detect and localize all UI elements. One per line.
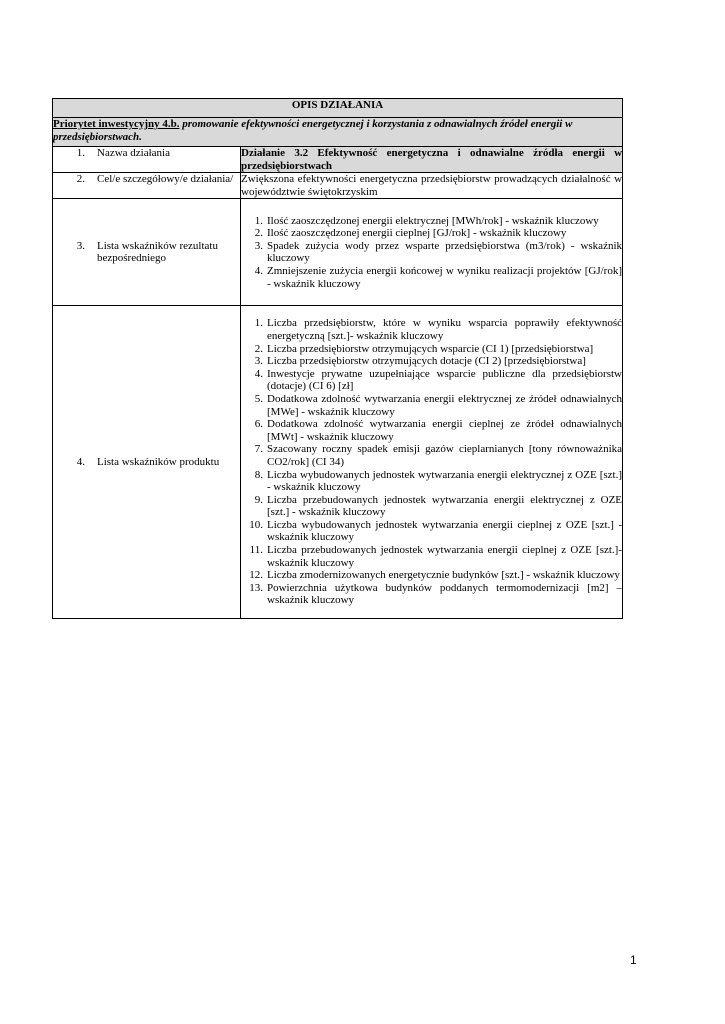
list-item: 1. Liczba przedsiębiorstw, które w wyniku wsparcia poprawiły efektywność energetyczną [szt.]- wskaźnik kluczowy: [254, 317, 623, 342]
row-label: Cel/e szczegółowy/e działania/: [97, 173, 234, 186]
action-description-table: [52, 98, 623, 619]
row-number: 3.: [76, 239, 85, 252]
table-row: [53, 199, 623, 306]
list-item: 9. Liczba przebudowanych jednostek wytwarzania energii elektrycznej z OZE [szt.] - wskaźnik kluczowy: [254, 493, 623, 519]
row-label: Lista wskaźników rezultatu bezpośredniego: [97, 239, 218, 265]
list-item: 11. Liczba przebudowanych jednostek wytwarzania energii cieplnej z OZE [szt.]- wskaźnik kluczowy: [249, 544, 623, 569]
result-indicator-list: [241, 215, 622, 291]
action-goal: Zwiększona efektywności energetyczna przedsiębiorstw prowadzących działalność w województwie świętokrzyskim: [241, 173, 623, 198]
priority-value: promowanie efektywności energetycznej i korzystania z odnawialnych źródeł energii w przedsiębiorstwach.: [53, 118, 573, 143]
list-item: 12. Liczba zmodernizowanych energetycznie budynków [szt.] - wskaźnik kluczowy: [249, 569, 620, 582]
row-number: 4.: [76, 455, 85, 468]
priority-key: Priorytet inwestycyjny 4.b.: [53, 118, 180, 130]
list-item: 2. Liczba przedsiębiorstw otrzymujących wsparcie (CI 1) [przedsiębiorstwa]: [254, 342, 594, 355]
row-value-cell: [241, 147, 623, 173]
row-label-cell: [53, 199, 241, 306]
row-label: Nazwa działania: [97, 147, 170, 159]
priority-row: [53, 118, 623, 147]
list-item: 10. Liczba wybudowanych jednostek wytwarzania energii cieplnej z OZE [szt.] - wskaźnik kluczowy: [249, 518, 623, 544]
list-item: 5. Dodatkowa zdolność wytwarzania energii elektrycznej ze źródeł odnawialnych [MWe] - wskaźnik kluczowy: [254, 392, 623, 418]
list-item: 8. Liczba wybudowanych jednostek wytwarzania energii elektrycznej z OZE [szt.] - wskaźnik kluczowy: [254, 468, 623, 494]
row-value-cell: [241, 306, 623, 619]
row-value-cell: [241, 199, 623, 306]
row-number: 1.: [76, 147, 85, 159]
list-item: 3. Liczba przedsiębiorstw otrzymujących dotacje (CI 2) [przedsiębiorstwa]: [254, 355, 586, 368]
table-title: OPIS DZIAŁANIA: [291, 99, 384, 111]
action-name: Działanie 3.2 Efektywność energetyczna i odnawialne źródła energii w przedsiębiorstwach: [241, 147, 623, 172]
page-number: 1: [630, 953, 637, 967]
table-header: [53, 99, 623, 118]
row-label-cell: [53, 306, 241, 619]
row-label: Lista wskaźników produktu: [97, 455, 220, 468]
table-row: [53, 306, 623, 619]
row-label-cell: [53, 173, 241, 199]
product-indicator-list: [241, 317, 622, 607]
list-item: 4. Inwestycje prywatne uzupełniające wsparcie publiczne dla przedsiębiorstw (dotacje) (CI 6) [zł]: [254, 367, 623, 393]
list-item: 6. Dodatkowa zdolność wytwarzania energii cieplnej ze źródeł odnawialnych [MWt] - wskaźnik kluczowy: [254, 418, 623, 443]
list-item: 2. Ilość zaoszczędzonej energii cieplnej [GJ/rok] - wskaźnik kluczowy: [254, 227, 567, 240]
list-item: 13. Powierzchnia użytkowa budynków poddanych termomodernizacji [m2] – wskaźnik kluczowy: [249, 581, 623, 607]
list-item: 1. Ilość zaoszczędzonej energii elektrycznej [MWh/rok] - wskaźnik kluczowy: [254, 214, 599, 227]
table-row: [53, 173, 623, 199]
row-label-cell: [53, 147, 241, 173]
table-row: [53, 147, 623, 173]
list-item: 7. Szacowany roczny spadek emisji gazów cieplarnianych [tony równoważnika CO2/rok] (CI 34): [254, 443, 623, 468]
list-item: 4. Zmniejszenie zużycia energii końcowej w wyniku realizacji projektów [GJ/rok] - wskaźnik kluczowy: [254, 264, 623, 290]
list-item: 3. Spadek zużycia wody przez wsparte przedsiębiorstwa (m3/rok) - wskaźnik kluczowy: [254, 239, 623, 265]
row-number: 2.: [76, 173, 85, 186]
row-value-cell: [241, 173, 623, 199]
